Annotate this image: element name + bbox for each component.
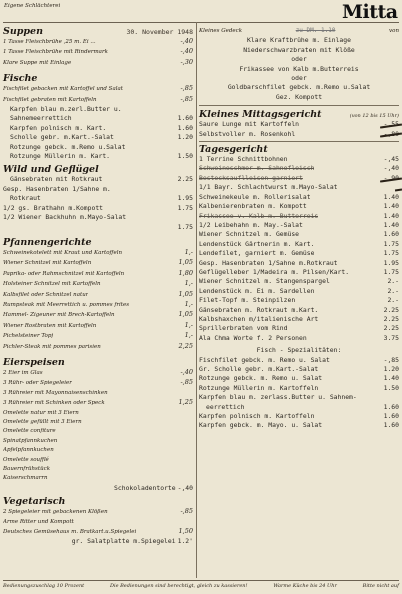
menu-item-name: Lendenstück Gärtnerin m. Kart. (199, 239, 315, 248)
menu-item-name: Omelette gefüllt mit 3 Eiern (3, 419, 82, 425)
footer-service-charge: Bedienungszuschlag 10 Prozent (3, 583, 85, 589)
suppen-header (3, 26, 193, 37)
menu-item-price: 1.60 (177, 123, 193, 132)
footer-note: Bitte nicht auf (362, 583, 399, 589)
menu-item-price: 2.- (387, 286, 399, 295)
menu-item (199, 212, 399, 221)
menu-item (199, 193, 399, 202)
menu-item-name: Fischfilet gebacken mit Kartoffel und Salat (3, 86, 123, 93)
menu-item (3, 331, 193, 341)
menu-item (199, 384, 399, 393)
gedeck-line (199, 46, 399, 55)
menu-item-price: 1.60 (177, 114, 193, 123)
gedeck-line (199, 55, 399, 64)
menu-item (3, 124, 193, 133)
menu-item-name: Gesp. Hasenbraten 1/Sahne m.Rotkraut (199, 258, 338, 267)
menu-item-name: Gesp. Hasenbraten 1/Sahne m. (3, 184, 111, 193)
menu-item-name: Karpfen gebck. m. Mayo. u. Salat (199, 421, 323, 430)
menu-item-price: 1,- (184, 247, 193, 256)
menu-item (199, 202, 399, 211)
menu-item-price: 1.20 (177, 133, 193, 142)
section-title-fische: Fische (3, 73, 38, 85)
menu-item (3, 300, 193, 310)
menu-item (3, 409, 193, 418)
menu-item-price: -,40 (180, 367, 193, 376)
menu-item-name: Rotzunge Müllerin m. Kartoffeln (199, 383, 319, 392)
menu-item (3, 37, 193, 47)
menu-item (199, 412, 399, 421)
menu-item-name: Bestecksauflleisen garniert (199, 173, 303, 182)
menu-item-price: 1,- (184, 331, 193, 340)
menu-item (199, 287, 399, 296)
gedeck-line-text: Goldbarschfilet gebck. m.Remo u.Salat (227, 83, 371, 92)
menu-item-name: Ala Chma Worte f. 2 Personen (199, 333, 307, 342)
menu-item (199, 334, 399, 343)
menu-item (199, 164, 399, 173)
menu-item-name: Fischfilet gebraten mit Kartoffeln (3, 96, 97, 103)
menu-item-name: 1 Tasse Fleischbrühe mit Rindermark (3, 49, 108, 56)
menu-item-price: 2,25 (178, 341, 193, 350)
menu-item (3, 269, 193, 279)
menu-item-name: Schweineschmer m. Sahnefleisch (199, 164, 315, 173)
menu-item-name: 1 Terrine Schnittbohnen (199, 155, 288, 164)
menu-item-price: 1.40 (383, 192, 399, 201)
menu-item-name: 3 Rühreier mit Schinken oder Speck (3, 400, 105, 407)
menu-item-name: Fischfilet gebck. m. Remo u. Salat (199, 355, 330, 364)
menu-item-price: -,85 (180, 94, 193, 103)
gedeck-line-text: Gez. Kompott (275, 92, 323, 101)
section-title-wild: Wild und Geflügel (3, 164, 99, 176)
menu-item (3, 133, 193, 142)
menu-item-price: 1,05 (178, 289, 193, 298)
menu-item-price: -,40 (177, 483, 193, 492)
menu-item-name: Omelette natur mit 3 Eiern (3, 409, 79, 416)
menu-item (199, 240, 399, 249)
fisch-header (199, 346, 399, 355)
menu-item-price: 1,- (184, 299, 193, 308)
menu-item-name: Karpfen polnisch m. Kartoffeln (199, 412, 315, 421)
menu-item-price: 1,80 (178, 268, 193, 277)
menu-item-price: -,90 (383, 173, 399, 182)
menu-item-price: 1,50 (178, 527, 193, 536)
menu-item-name: Omelette soufflé (3, 456, 49, 463)
menu-item-price: 1.40 (383, 220, 399, 229)
menu-item-price: 2.25 (383, 324, 399, 333)
menu-item-price: 1.60 (383, 402, 399, 411)
menu-item-name: Rotzunge gebck. m. Remo u. Salat (199, 374, 323, 383)
menu-item-name: Wiener Rostbraten mit Kartoffeln (3, 322, 97, 329)
menu-item-price: -,40 (180, 47, 193, 56)
menu-item (3, 437, 193, 446)
menu-item-price: 1.95 (177, 194, 193, 203)
menu-item-name: Apfelpfannkuchen (3, 447, 54, 454)
menu-item (3, 456, 193, 465)
menu-item-name: 1/2 Leibehahn m. May.-Salat (199, 220, 303, 229)
menu-item (3, 290, 193, 300)
menu-item (3, 518, 193, 527)
gedeck-line (199, 83, 399, 92)
menu-item (3, 194, 193, 203)
menu-item (3, 484, 193, 493)
menu-item-price: 1,25 (178, 398, 193, 407)
menu-item (199, 315, 399, 324)
footer-payment-note: Die Bedienungen sind berechtigt, gleich zu kassieren! (109, 583, 248, 589)
footer (3, 580, 399, 589)
gedeck-line-text: Klare Kraftbrühe m. Einlage (247, 36, 351, 45)
tages-list (199, 155, 399, 343)
menu-item-price: -,85 (180, 378, 193, 387)
menu-item (3, 279, 193, 289)
menu-item-price: 1.60 (383, 230, 399, 239)
menu-item-name: Arme Ritter und Kompott (3, 518, 74, 525)
gedeck-line-text: oder (291, 74, 307, 83)
menu-item-name: Kalbshaxchen m/italienische Art (199, 314, 319, 323)
menu-item-name: Rumpsteak mit Meerrettich u. pommes frites (3, 301, 130, 308)
section-title-vegetarisch: Vegetarisch (3, 496, 66, 508)
menu-item (3, 398, 193, 408)
section-title-suppen: Suppen (3, 26, 44, 37)
menu-item (3, 258, 193, 268)
menu-item (3, 465, 193, 474)
top-rule (3, 22, 399, 23)
menu-item (199, 296, 399, 305)
menu-item (199, 356, 399, 365)
menu-item-price: 3.75 (383, 333, 399, 342)
menu-item-name: gr. Salatplatte m.Spiegelei (71, 537, 176, 546)
kleines-gedeck-list (199, 36, 399, 102)
section-title-tages: Tagesgericht (199, 144, 268, 156)
menu-item-name: Schokoladentorte (114, 483, 176, 492)
kleines-gedeck-box (199, 26, 399, 106)
menu-item-price: 1,- (184, 320, 193, 329)
mittag-list (199, 120, 399, 139)
menu-date: 30. November 1948 (126, 28, 193, 36)
menu-item (3, 537, 193, 546)
menu-item (199, 155, 399, 164)
menu-item-name: Spinatpfannkuchen (3, 437, 58, 444)
menu-item (3, 223, 193, 232)
menu-item (3, 143, 193, 152)
menu-item (3, 310, 193, 320)
menu-item-name: Gänsebraten m. Rotkraut m.Kart. (199, 305, 319, 314)
menu-item-price: 1.50 (177, 152, 193, 161)
menu-item-name: 2 Spiegeleier mit gebackenen Klößen (3, 509, 108, 516)
gedeck-line (199, 93, 399, 102)
menu-item-price: 1.75 (383, 249, 399, 258)
menu-item (3, 114, 193, 123)
menu-item (3, 58, 193, 68)
menu-item (199, 249, 399, 258)
menu-item (3, 389, 193, 398)
menu-item (199, 268, 399, 277)
menu-item-price: 1.60 (383, 421, 399, 430)
menu-item-name: eerrettich (206, 402, 245, 411)
menu-item (199, 306, 399, 315)
menu-item (3, 95, 193, 105)
menu-item-name: Sprillerbraten vom Rind (199, 324, 288, 333)
gedeck-line-text: oder (291, 55, 307, 64)
eier-list (3, 368, 193, 493)
menu-item-name: Rotkraut (10, 194, 41, 203)
mittag-hours: (von 12 bis 15 Uhr) (349, 113, 399, 120)
menu-item (3, 368, 193, 378)
menu-item-price: 1.95 (383, 258, 399, 267)
menu-item (199, 183, 399, 192)
menu-item-name: Saure Lunge mit Kartoffeln (199, 120, 300, 129)
menu-item-price: -,30 (180, 57, 193, 66)
menu-item-name: Kaiserschmarrn (3, 475, 48, 482)
menu-item-name: Frikassee v. Kalb m. Butterreis (199, 211, 319, 220)
menu-item-name: 1 Tasse Fleischbrühe ,25 m. Ei ... (3, 39, 96, 45)
menu-item (199, 130, 399, 139)
menu-item-name: Schweinekeule m. Rollerisalat (199, 192, 311, 201)
menu-item-name: Wiener Schnitzel m. Gemüse (199, 230, 300, 239)
menu-item-name: Pichelsteiner Topf (3, 333, 54, 340)
menu-item-price: 1.60 (383, 412, 399, 421)
menu-item-price: 2.25 (383, 314, 399, 323)
menu-item (199, 221, 399, 230)
gedeck-line (199, 36, 399, 45)
menu-item (199, 365, 399, 374)
section-title-eier: Eierspeisen (3, 356, 65, 368)
menu-item-price: -,55 (383, 120, 399, 129)
menu-item-name: Deutsches Gemüsehaus m. Bratkart.u.Spiegelei (3, 529, 137, 536)
menu-item-price: 1.75 (383, 239, 399, 248)
masthead-title: Mitta (342, 1, 398, 23)
menu-item-name: Gr. Scholle gebr. m.Kart.-Salat (199, 365, 319, 373)
column-divider (196, 22, 197, 578)
menu-item-price: 1.2' (177, 537, 193, 546)
section-title-pfanne: Pfannengerichte (3, 236, 92, 248)
menu-item-name: Gänsebraten mit Rotkraut (10, 175, 103, 184)
wild-list (3, 175, 193, 231)
menu-item-name: Paprika- oder Rahmschnitzel mit Kartoffeln (3, 270, 125, 277)
menu-item-price: -,40 (180, 37, 193, 45)
menu-item-price: 1,05 (178, 258, 193, 267)
menu-item-price: -,40 (383, 164, 399, 173)
menu-item-price: 2.- (387, 296, 399, 305)
menu-item-price: -,80 (383, 129, 399, 138)
menu-item (199, 277, 399, 286)
menu-item (3, 84, 193, 94)
gedeck-line-text: Frikassee von Kalb m.Butterreis (239, 64, 359, 73)
menu-item-price: 1,05 (178, 310, 193, 319)
mittag-header (199, 109, 399, 120)
menu-item-name: Pichler-Steak mit pommes parisien (3, 343, 101, 350)
menu-item-price: 1.40 (383, 374, 399, 383)
menu-item-name: Lendenstück m. Ei m. Sardellen (199, 286, 315, 295)
left-column (3, 26, 193, 547)
section-title-mittag: Kleines Mittagsgericht (199, 109, 322, 121)
menu-item-name: Geflügelleber 1/Madeira m. Pilsen/Kart. (199, 267, 350, 276)
menu-item-name: Karpfen polnisch m. Kart. (10, 123, 107, 132)
menu-item-name: Filet-Topf m. Steinpilzen (199, 296, 296, 305)
vegetarisch-list (3, 507, 193, 547)
menu-item-name: Schweinekotelett mit Kraut und Kartoffeln (3, 249, 122, 256)
menu-item-name: Kalbenierenbraten m. Kompott (199, 202, 307, 211)
menu-item-name: Scholle gebr. m.Kart.-Salat (10, 133, 114, 142)
menu-item-price: 1.50 (383, 383, 399, 392)
menu-item (3, 105, 193, 114)
menu-item-name: Lendefilet, garniert m. Gemüse (199, 249, 315, 258)
menu-item-name: Kalbsfilet oder Schnitzel natur (3, 291, 89, 298)
menu-item-name: Karpfen blau m.zerl.Butter u. (10, 105, 122, 114)
right-column (199, 26, 399, 431)
menu-item-price: 1.20 (383, 365, 399, 373)
menu-item-name: 1/2 Wiener Backhuhn m.Mayo-Salat (3, 213, 127, 222)
kleines-gedeck-stamp: zu DM. 1.10 (295, 27, 336, 34)
menu-item-name: Selbstvoller m. Rosenkohl (199, 129, 296, 138)
fische-list (3, 84, 193, 161)
menu-item (3, 427, 193, 436)
menu-item-name: 1/1 Bayr. Schlachtwurst m.Mayo-Salat (199, 183, 338, 192)
footer-kitchen-hours: Warme Küche bis 24 Uhr (273, 583, 337, 589)
menu-item-price: -,45 (383, 155, 399, 164)
menu-item (3, 321, 193, 331)
menu-item-price: 1.40 (383, 202, 399, 211)
menu-item-name: Rotzunge gebck. m.Remo u.Salat (10, 142, 126, 151)
menu-item-price: -,85 (180, 84, 193, 93)
menu-item (199, 374, 399, 383)
menu-item-name: Bauernfrühstück (3, 466, 51, 473)
menu-item-name: Wiener Schnitzel m. Stangenspargel (199, 277, 330, 286)
menu-item-name: Holsteiner Schnitzel mit Kartoffeln (3, 281, 101, 288)
menu-item (199, 421, 399, 430)
menu-item-price: 2.25 (177, 175, 193, 184)
menu-item-price: 1,- (184, 279, 193, 288)
menu-item-name: 1/2 gs. Brathahn m.Kompott (3, 203, 104, 212)
menu-item-price: 1.40 (383, 211, 399, 220)
menu-item (3, 507, 193, 517)
menu-item-price: -,85 (383, 355, 399, 364)
menu-item (3, 248, 193, 258)
menu-item (199, 174, 399, 183)
menu-item-name: 3 Rühr- oder Spiegeleier (3, 380, 72, 387)
section-title-fisch: Fisch - Spezialitäten: (256, 346, 342, 355)
gedeck-line-text: Niederschwarzbraten mit Klöße (243, 45, 355, 54)
menu-item (199, 403, 399, 412)
menu-item (3, 47, 193, 57)
menu-item (3, 185, 193, 194)
menu-item (3, 446, 193, 455)
fisch-list (199, 356, 399, 431)
menu-item-name: Karpfen blau m. zerlass.Butter u. Sahnem- (199, 393, 357, 402)
menu-item (199, 259, 399, 268)
menu-item (3, 527, 193, 537)
kleines-gedeck-header (199, 26, 399, 36)
publisher-note: Eigene Schlächterei (4, 3, 61, 9)
menu-item-name: 2 Eier im Glas (3, 369, 43, 376)
menu-item-price: 1.75 (383, 267, 399, 276)
menu-item-name: Rotzunge Müllerin m. Kart. (10, 152, 111, 161)
menu-item-name: Sahnemeerrettich (10, 114, 72, 123)
menu-item (3, 152, 193, 161)
menu-item-price: 2.25 (383, 305, 399, 314)
gedeck-line (199, 74, 399, 83)
suppen-list (3, 37, 193, 68)
menu-item (3, 474, 193, 483)
menu-item-name: Omelette confiture (3, 428, 56, 435)
menu-item-price: 1.75 (177, 222, 193, 231)
menu-item-price: 1.75 (177, 203, 193, 212)
menu-item-price: 2.- (387, 277, 399, 286)
menu-item-name: Wiener Schnitzel mit Kartoffeln (3, 260, 92, 267)
menu-item (3, 342, 193, 352)
kleines-gedeck-label: Kleines Gedeck (199, 28, 243, 34)
menu-item-name: Klare Suppe mit Einlage (3, 59, 72, 66)
gedeck-line (199, 65, 399, 74)
menu-item-price: -,85 (180, 507, 193, 516)
menu-item (3, 175, 193, 184)
menu-item (3, 213, 193, 222)
menu-item (3, 418, 193, 427)
menu-item-name: 3 Rühreier mit Mayonnaisenschinken (3, 389, 108, 396)
menu-item (3, 378, 193, 388)
menu-item (199, 393, 399, 402)
menu-item (3, 204, 193, 213)
pfanne-list (3, 248, 193, 352)
menu-item-name: Hammel- Zigeuner mit Brech-Kartoffeln (3, 312, 115, 319)
menu-item (199, 230, 399, 239)
menu-item (199, 120, 399, 129)
menu-item (199, 324, 399, 333)
von-label: von (389, 28, 399, 34)
